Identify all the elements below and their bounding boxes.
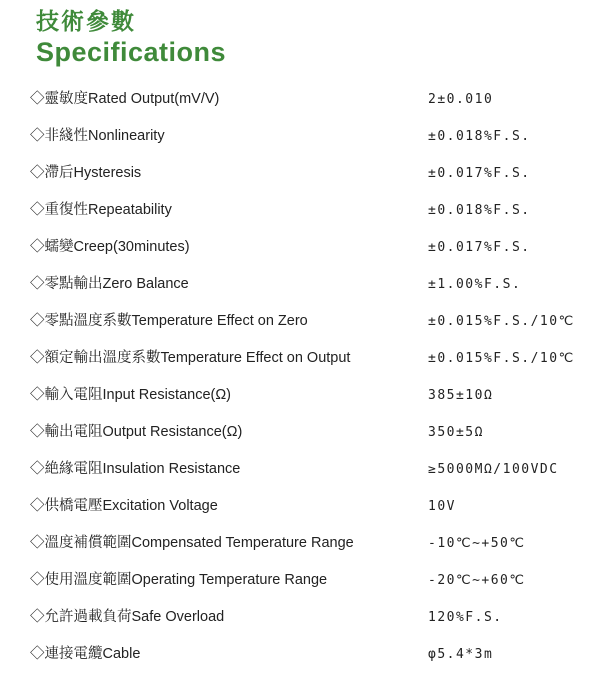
- spec-row: [30, 123, 590, 160]
- spec-label: ◇靈敏度Rated Output(mV/V): [30, 91, 220, 107]
- spec-label: ◇供橋電壓Excitation Voltage: [30, 498, 218, 514]
- title-chinese: 技術參數: [36, 9, 136, 35]
- spec-value: 2±0.010: [428, 92, 494, 107]
- spec-row: [30, 86, 590, 123]
- spec-row: [30, 604, 590, 641]
- spec-value: ±0.017%F.S.: [428, 166, 531, 181]
- spec-list: [30, 86, 590, 678]
- spec-row: [30, 456, 590, 493]
- spec-row: [30, 271, 590, 308]
- spec-label: ◇允許過載負荷Safe Overload: [30, 609, 225, 625]
- spec-label: ◇非綫性Nonlinearity: [30, 128, 165, 144]
- spec-label: ◇輸入電阻Input Resistance(Ω): [30, 387, 232, 403]
- spec-label: ◇溫度補償範圍Compensated Temperature Range: [30, 535, 354, 551]
- spec-value: ≥5000MΩ/100VDC: [428, 462, 559, 477]
- spec-row: [30, 641, 590, 678]
- spec-value: ±1.00%F.S.: [428, 277, 522, 292]
- spec-label: ◇滯后Hysteresis: [30, 165, 142, 181]
- spec-label: ◇重復性Repeatability: [30, 202, 172, 218]
- spec-label: ◇絶緣電阻Insulation Resistance: [30, 461, 241, 477]
- spec-value: ±0.017%F.S.: [428, 240, 531, 255]
- spec-label: ◇蠕變Creep(30minutes): [30, 239, 190, 255]
- spec-value: ±0.015%F.S./10℃: [428, 351, 575, 366]
- spec-row: [30, 197, 590, 234]
- spec-row: [30, 567, 590, 604]
- spec-row: [30, 530, 590, 567]
- spec-value: ±0.018%F.S.: [428, 129, 531, 144]
- spec-row: [30, 493, 590, 530]
- spec-row: [30, 234, 590, 271]
- title-english: Specifications: [36, 37, 227, 67]
- spec-label: ◇零點輸出Zero Balance: [30, 276, 189, 292]
- spec-label: ◇連接電纜Cable: [30, 646, 141, 662]
- spec-value: -10℃~+50℃: [428, 536, 526, 551]
- spec-value: ±0.015%F.S./10℃: [428, 314, 575, 329]
- title-block: [36, 8, 226, 68]
- spec-value: 120%F.S.: [428, 610, 503, 625]
- spec-label: ◇零點溫度系數Temperature Effect on Zero: [30, 313, 308, 329]
- spec-label: ◇輸出電阻Output Resistance(Ω): [30, 424, 243, 440]
- spec-label: ◇使用溫度範圍Operating Temperature Range: [30, 572, 328, 588]
- spec-row: [30, 419, 590, 456]
- spec-value: ±0.018%F.S.: [428, 203, 531, 218]
- spec-row: [30, 382, 590, 419]
- spec-value: 10V: [428, 499, 456, 514]
- spec-value: -20℃~+60℃: [428, 573, 526, 588]
- spec-value: φ5.4*3m: [428, 647, 494, 662]
- spec-row: [30, 345, 590, 382]
- spec-label: ◇額定輸出溫度系數Temperature Effect on Output: [30, 350, 351, 366]
- spec-row: [30, 160, 590, 197]
- spec-row: [30, 308, 590, 345]
- spec-value: 350±5Ω: [428, 425, 484, 440]
- spec-value: 385±10Ω: [428, 388, 494, 403]
